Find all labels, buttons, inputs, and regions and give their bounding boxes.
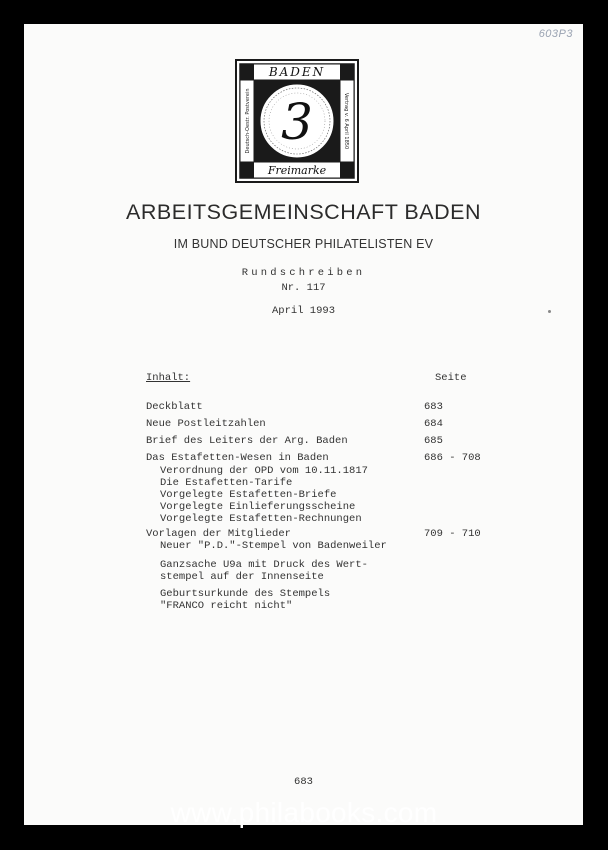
toc-subentry: Verordnung der OPD vom 10.11.1817 xyxy=(160,465,368,477)
stamp-left-text: Deutsch-Oestr. Postverein xyxy=(245,88,251,154)
footer-page-number: 683 xyxy=(294,776,313,788)
toc-entry-title: Deckblatt xyxy=(146,401,203,413)
toc-subentry: Vorgelegte Estafetten-Rechnungen xyxy=(160,513,362,525)
toc-entry-page: 684 xyxy=(424,418,443,430)
toc-heading: Inhalt: xyxy=(146,372,191,384)
page-subtitle: IM BUND DEUTSCHER PHILATELISTEN EV xyxy=(173,237,434,251)
stamp-bottom-text: Freimarke xyxy=(267,164,327,177)
issue-number: Nr. 117 xyxy=(281,282,326,294)
stamp-right-text: Vertrag v. 6 April 1850 xyxy=(343,92,349,150)
toc-entry-page: 685 xyxy=(424,435,443,447)
stamp-top-text: BADEN xyxy=(268,65,326,79)
toc-subentry: stempel auf der Innenseite xyxy=(160,571,324,583)
toc-entry-title: Das Estafetten-Wesen in Baden xyxy=(146,452,329,464)
toc-subentry: Vorgelegte Estafetten-Briefe xyxy=(160,489,337,501)
toc-subentry: Geburtsurkunde des Stempels xyxy=(160,588,331,600)
issue-date: April 1993 xyxy=(271,305,335,317)
toc-entry-page: 683 xyxy=(424,401,443,413)
toc-entry-title: Brief des Leiters der Arg. Baden xyxy=(146,435,348,447)
toc-subentry: "FRANCO reicht nicht" xyxy=(160,600,293,612)
toc-entry-page: 686 - 708 xyxy=(424,452,481,464)
document-page xyxy=(24,24,583,825)
paper-speck xyxy=(548,310,551,313)
toc-subentry: Vorgelegte Einlieferungsscheine xyxy=(160,501,356,513)
toc-entry-title: Neue Postleitzahlen xyxy=(146,418,266,430)
toc-entry-page: 709 - 710 xyxy=(424,528,481,540)
page-title: ARBEITSGEMEINSCHAFT BADEN xyxy=(126,200,481,224)
corner-pencil-note: 603P3 xyxy=(538,28,573,40)
circular-label: Rundschreiben xyxy=(241,267,366,279)
toc-subentry: Neuer "P.D."-Stempel von Badenweiler xyxy=(160,540,387,552)
baden-stamp-logo xyxy=(235,59,359,183)
site-watermark: www.philabooks.com xyxy=(170,797,438,828)
stamp-value: 3 xyxy=(281,93,313,151)
toc-subentry: Die Estafetten-Tarife xyxy=(160,477,293,489)
toc-subentry: Ganzsache U9a mit Druck des Wert- xyxy=(160,559,368,571)
toc-entry-title: Vorlagen der Mitglieder xyxy=(146,528,291,540)
toc-page-heading: Seite xyxy=(435,372,467,384)
